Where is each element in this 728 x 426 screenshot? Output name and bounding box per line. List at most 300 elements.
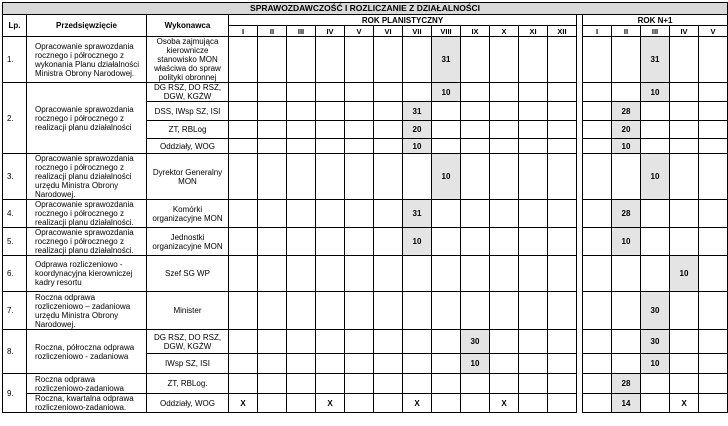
n1-period-cell	[641, 394, 670, 413]
plan-month-cell	[461, 102, 490, 121]
plan-month-cell	[229, 102, 258, 121]
przedsiewziecie-cell: Roczna odprawa rozliczeniowo – zadaniowa urzędu Ministra Obrony Narodowej.	[27, 292, 147, 330]
plan-month-cell	[548, 37, 577, 83]
plan-month-cell	[258, 354, 287, 374]
plan-month-cell	[548, 83, 577, 102]
month-header: II	[258, 26, 287, 37]
plan-month-cell	[345, 330, 374, 354]
n1-period-cell: 10	[612, 139, 641, 154]
n1-period-cell	[583, 121, 612, 139]
rok-planistyczny-header: ROK PLANISTYCZNY	[229, 15, 577, 26]
plan-month-cell: X	[490, 394, 519, 413]
przedsiewziecie-cell: Roczna, półroczna odprawa rozliczeniowo - zadaniowa	[27, 330, 147, 374]
table-row	[3, 292, 728, 330]
plan-month-cell	[258, 121, 287, 139]
plan-month-cell	[258, 102, 287, 121]
plan-month-cell	[548, 200, 577, 228]
plan-month-cell	[461, 256, 490, 292]
przedsiewziecie-cell: Opracowanie sprawozdania rocznego i półrocznego z wykonania Planu działalności Ministra Obrony Narodowej.	[27, 37, 147, 83]
plan-month-cell	[287, 200, 316, 228]
n1-period-cell: 10	[641, 354, 670, 374]
month-header: V	[345, 26, 374, 37]
plan-month-cell	[461, 394, 490, 413]
n1-period-cell	[641, 374, 670, 394]
plan-month-cell	[490, 228, 519, 256]
przedsiewziecie-cell: Opracowanie sprawozdania rocznego i półrocznego z realizacji planu działalności.	[27, 200, 147, 228]
plan-month-cell	[287, 83, 316, 102]
n1-period-cell	[670, 354, 699, 374]
n1-period-cell	[583, 256, 612, 292]
plan-month-cell	[345, 256, 374, 292]
wykonawca-cell: Szef SG WP	[147, 256, 229, 292]
plan-month-cell	[403, 292, 432, 330]
n1-period-cell	[583, 330, 612, 354]
plan-month-cell	[374, 330, 403, 354]
n1-period-cell	[670, 102, 699, 121]
n1-period-header: III	[641, 26, 670, 37]
plan-month-cell	[461, 121, 490, 139]
table-row	[3, 200, 728, 228]
plan-month-cell	[345, 37, 374, 83]
plan-month-cell	[316, 256, 345, 292]
n1-period-cell	[699, 256, 728, 292]
plan-month-cell	[461, 200, 490, 228]
plan-month-cell	[403, 354, 432, 374]
wykonawca-cell: Oddziały, WOG	[147, 394, 229, 413]
plan-month-cell: 31	[403, 102, 432, 121]
plan-month-cell	[374, 37, 403, 83]
schedule-table	[2, 2, 728, 413]
n1-period-cell	[699, 121, 728, 139]
month-header: X	[490, 26, 519, 37]
month-header: VII	[403, 26, 432, 37]
month-header: XII	[548, 26, 577, 37]
n1-period-cell	[641, 200, 670, 228]
plan-month-cell	[229, 200, 258, 228]
plan-month-cell	[548, 374, 577, 394]
lp-cell: 3.	[3, 154, 27, 200]
plan-month-cell	[258, 292, 287, 330]
plan-month-cell: 10	[432, 83, 461, 102]
table-title: SPRAWOZDAWCZOŚĆ I ROZLICZANIE Z DZIAŁALNOŚCI	[3, 3, 728, 15]
plan-month-cell	[519, 102, 548, 121]
n1-period-cell	[612, 83, 641, 102]
plan-month-cell	[374, 354, 403, 374]
plan-month-cell	[258, 139, 287, 154]
lp-cell: 1.	[3, 37, 27, 83]
plan-month-cell	[432, 102, 461, 121]
rok-n1-header: ROK N+1	[583, 15, 728, 26]
plan-month-cell	[374, 394, 403, 413]
n1-period-cell: 30	[641, 292, 670, 330]
n1-period-cell	[699, 394, 728, 413]
n1-period-header: IV	[670, 26, 699, 37]
month-header: VI	[374, 26, 403, 37]
n1-period-header: I	[583, 26, 612, 37]
plan-month-cell	[432, 292, 461, 330]
plan-month-cell	[374, 292, 403, 330]
plan-month-cell	[519, 121, 548, 139]
plan-month-cell	[345, 200, 374, 228]
plan-month-cell	[403, 37, 432, 83]
plan-month-cell	[229, 121, 258, 139]
n1-period-cell	[670, 154, 699, 200]
plan-month-cell	[519, 330, 548, 354]
month-header: I	[229, 26, 258, 37]
table-row	[3, 37, 728, 83]
plan-month-cell	[229, 292, 258, 330]
n1-period-cell	[699, 292, 728, 330]
plan-month-cell	[287, 374, 316, 394]
plan-month-cell	[345, 102, 374, 121]
n1-period-cell	[583, 394, 612, 413]
plan-month-cell	[258, 256, 287, 292]
n1-period-cell: 30	[641, 330, 670, 354]
n1-period-cell	[699, 154, 728, 200]
plan-month-cell: 30	[461, 330, 490, 354]
plan-month-cell	[519, 139, 548, 154]
plan-month-cell	[316, 37, 345, 83]
n1-period-cell	[670, 37, 699, 83]
n1-period-cell	[699, 102, 728, 121]
plan-month-cell	[287, 292, 316, 330]
n1-period-cell: 10	[641, 83, 670, 102]
wykonawca-cell: DG RSZ, DO RSZ, DGW, KGŻW	[147, 330, 229, 354]
plan-month-cell	[345, 374, 374, 394]
plan-month-cell	[490, 292, 519, 330]
plan-month-cell	[229, 83, 258, 102]
plan-month-cell	[374, 121, 403, 139]
plan-month-cell	[316, 121, 345, 139]
plan-month-cell	[490, 121, 519, 139]
przedsiewziecie-cell: Roczna, kwartalna odprawa rozliczeniowo-zadaniowa.	[27, 394, 147, 413]
n1-period-cell	[641, 121, 670, 139]
plan-month-cell	[461, 374, 490, 394]
table-row	[3, 83, 728, 102]
wykonawca-cell: IWsp SZ, ISI	[147, 354, 229, 374]
n1-period-cell	[583, 83, 612, 102]
plan-month-cell	[258, 200, 287, 228]
plan-month-cell	[287, 330, 316, 354]
plan-month-cell	[258, 394, 287, 413]
n1-period-cell	[612, 256, 641, 292]
lp-cell: 5.	[3, 228, 27, 256]
n1-period-cell	[670, 121, 699, 139]
plan-month-cell	[316, 330, 345, 354]
n1-period-cell	[583, 154, 612, 200]
lp-cell: 8.	[3, 330, 27, 374]
month-header: VIII	[432, 26, 461, 37]
n1-period-cell	[699, 83, 728, 102]
plan-month-cell	[229, 228, 258, 256]
plan-month-cell	[461, 37, 490, 83]
plan-month-cell	[345, 228, 374, 256]
plan-month-cell	[432, 139, 461, 154]
plan-month-cell	[229, 154, 258, 200]
n1-period-cell	[670, 292, 699, 330]
plan-month-cell: 10	[461, 354, 490, 374]
plan-month-cell	[548, 102, 577, 121]
plan-month-cell	[258, 228, 287, 256]
n1-period-cell	[699, 354, 728, 374]
przedsiewziecie-cell: Opracowanie sprawozdania rocznego i półrocznego z realizacji planu działalności.	[27, 228, 147, 256]
n1-period-header: II	[612, 26, 641, 37]
plan-month-cell	[316, 83, 345, 102]
plan-month-cell	[374, 139, 403, 154]
n1-period-cell	[583, 374, 612, 394]
plan-month-cell	[490, 374, 519, 394]
przedsiewziecie-cell: Odprawa rozliczeniowo - koordynacyjna kierowniczej kadry resortu	[27, 256, 147, 292]
plan-month-cell	[374, 102, 403, 121]
plan-month-cell	[374, 228, 403, 256]
plan-month-cell	[258, 374, 287, 394]
month-header: III	[287, 26, 316, 37]
n1-period-cell	[699, 139, 728, 154]
plan-month-cell	[229, 256, 258, 292]
plan-month-cell	[519, 256, 548, 292]
n1-period-cell	[612, 354, 641, 374]
month-header: XI	[519, 26, 548, 37]
plan-month-cell	[519, 292, 548, 330]
plan-month-cell	[287, 354, 316, 374]
plan-month-cell	[461, 83, 490, 102]
plan-month-cell	[461, 154, 490, 200]
n1-period-cell	[699, 37, 728, 83]
n1-period-cell	[670, 139, 699, 154]
n1-period-cell: 10	[670, 256, 699, 292]
n1-period-cell	[699, 330, 728, 354]
plan-month-cell	[258, 83, 287, 102]
plan-month-cell	[548, 154, 577, 200]
month-header: IV	[316, 26, 345, 37]
plan-month-cell	[548, 330, 577, 354]
plan-month-cell	[519, 200, 548, 228]
n1-period-cell	[670, 374, 699, 394]
plan-month-cell	[519, 354, 548, 374]
n1-period-cell	[641, 256, 670, 292]
n1-period-cell	[670, 330, 699, 354]
wykonawca-cell: ZT, RBLog	[147, 121, 229, 139]
n1-period-cell: 28	[612, 374, 641, 394]
plan-month-cell	[548, 354, 577, 374]
plan-month-cell	[403, 83, 432, 102]
plan-month-cell	[316, 154, 345, 200]
plan-month-cell	[316, 139, 345, 154]
table-row	[3, 394, 728, 413]
lp-cell: 9.	[3, 374, 27, 413]
plan-month-cell	[490, 200, 519, 228]
n1-period-cell	[612, 154, 641, 200]
plan-month-cell	[287, 102, 316, 121]
plan-month-cell	[519, 394, 548, 413]
plan-month-cell	[519, 37, 548, 83]
plan-month-cell	[432, 121, 461, 139]
plan-month-cell	[316, 354, 345, 374]
plan-month-cell	[287, 154, 316, 200]
table-row	[3, 228, 728, 256]
plan-month-cell	[490, 102, 519, 121]
plan-month-cell	[345, 121, 374, 139]
n1-period-cell: 14	[612, 394, 641, 413]
plan-month-cell	[316, 374, 345, 394]
plan-month-cell	[490, 330, 519, 354]
plan-month-cell	[432, 394, 461, 413]
n1-period-cell	[583, 200, 612, 228]
plan-month-cell	[287, 394, 316, 413]
month-header: IX	[461, 26, 490, 37]
plan-month-cell: 10	[403, 228, 432, 256]
n1-period-cell	[670, 200, 699, 228]
plan-month-cell	[403, 374, 432, 394]
plan-month-cell	[258, 330, 287, 354]
plan-month-cell	[548, 228, 577, 256]
plan-month-cell: X	[316, 394, 345, 413]
plan-month-cell	[432, 228, 461, 256]
n1-period-cell	[583, 37, 612, 83]
plan-month-cell	[519, 83, 548, 102]
n1-period-cell	[583, 102, 612, 121]
przedsiewziecie-header: Przedsięwzięcie	[27, 15, 147, 37]
plan-month-cell	[461, 139, 490, 154]
plan-month-cell: X	[403, 394, 432, 413]
plan-month-cell: 10	[403, 139, 432, 154]
plan-month-cell	[374, 154, 403, 200]
n1-period-cell: 31	[641, 37, 670, 83]
plan-month-cell	[345, 394, 374, 413]
wykonawca-cell: Dyrektor Generalny MON	[147, 154, 229, 200]
plan-month-cell	[258, 154, 287, 200]
plan-month-cell	[229, 139, 258, 154]
plan-month-cell	[316, 102, 345, 121]
plan-month-cell	[432, 354, 461, 374]
n1-period-cell	[612, 330, 641, 354]
n1-period-cell: 10	[641, 154, 670, 200]
plan-month-cell	[432, 330, 461, 354]
n1-period-cell: 28	[612, 200, 641, 228]
wykonawca-cell: DG RSZ, DO RSZ, DGW, KGŻW	[147, 83, 229, 102]
lp-cell: 2.	[3, 83, 27, 154]
plan-month-cell	[490, 154, 519, 200]
n1-period-cell: 20	[612, 121, 641, 139]
lp-cell: 4.	[3, 200, 27, 228]
plan-month-cell	[374, 200, 403, 228]
plan-month-cell	[345, 292, 374, 330]
plan-month-cell	[519, 374, 548, 394]
plan-month-cell	[287, 139, 316, 154]
plan-month-cell	[490, 139, 519, 154]
plan-month-cell	[287, 228, 316, 256]
plan-month-cell	[345, 354, 374, 374]
plan-month-cell: 31	[403, 200, 432, 228]
n1-period-cell	[641, 228, 670, 256]
wykonawca-cell: Jednostki organizacyjne MON	[147, 228, 229, 256]
wykonawca-cell: ZT, RBLog.	[147, 374, 229, 394]
n1-period-header: V	[699, 26, 728, 37]
plan-month-cell: X	[229, 394, 258, 413]
plan-month-cell	[432, 374, 461, 394]
plan-month-cell	[432, 256, 461, 292]
plan-month-cell	[490, 37, 519, 83]
n1-period-cell	[670, 228, 699, 256]
table-row	[3, 374, 728, 394]
plan-month-cell	[316, 200, 345, 228]
lp-cell: 7.	[3, 292, 27, 330]
plan-month-cell	[403, 330, 432, 354]
przedsiewziecie-cell: Roczna odprawa rozliczeniowo-zadaniowa	[27, 374, 147, 394]
plan-month-cell	[490, 354, 519, 374]
plan-month-cell	[229, 330, 258, 354]
plan-month-cell	[490, 83, 519, 102]
n1-period-cell	[583, 292, 612, 330]
przedsiewziecie-cell: Opracowanie sprawozdania rocznego i półrocznego z realizacji planu działalności urzędu Ministra Obrony Narodowej.	[27, 154, 147, 200]
n1-period-cell	[612, 37, 641, 83]
n1-period-cell	[612, 292, 641, 330]
wykonawca-cell: Oddziały, WOG	[147, 139, 229, 154]
n1-period-cell: X	[670, 394, 699, 413]
plan-month-cell	[316, 292, 345, 330]
wykonawca-cell: Osoba zajmująca kierownicze stanowisko MON właściwa do spraw polityki obronnej	[147, 37, 229, 83]
n1-period-cell	[699, 374, 728, 394]
plan-month-cell	[403, 154, 432, 200]
plan-month-cell	[548, 139, 577, 154]
plan-month-cell	[519, 228, 548, 256]
wykonawca-cell: Komórki organizacyjne MON	[147, 200, 229, 228]
n1-period-cell	[699, 200, 728, 228]
n1-period-cell: 10	[612, 228, 641, 256]
n1-period-cell	[699, 228, 728, 256]
table-row	[3, 330, 728, 354]
plan-month-cell: 20	[403, 121, 432, 139]
plan-month-cell	[519, 154, 548, 200]
plan-month-cell	[229, 374, 258, 394]
plan-month-cell	[548, 256, 577, 292]
wykonawca-cell: DSS, IWsp SZ, ISI	[147, 102, 229, 121]
plan-month-cell: 31	[432, 37, 461, 83]
plan-month-cell	[374, 83, 403, 102]
wykonawca-header: Wykonawca	[147, 15, 229, 37]
plan-month-cell	[432, 200, 461, 228]
table-row	[3, 154, 728, 200]
lp-cell: 6.	[3, 256, 27, 292]
n1-period-cell	[641, 139, 670, 154]
n1-period-cell: 28	[612, 102, 641, 121]
lp-header: Lp.	[3, 15, 27, 37]
n1-period-cell	[583, 354, 612, 374]
plan-month-cell	[461, 292, 490, 330]
n1-period-cell	[583, 228, 612, 256]
plan-month-cell	[374, 374, 403, 394]
wykonawca-cell: Minister	[147, 292, 229, 330]
plan-month-cell	[229, 37, 258, 83]
plan-month-cell	[287, 256, 316, 292]
table-row	[3, 256, 728, 292]
plan-month-cell: 10	[432, 154, 461, 200]
plan-month-cell	[461, 228, 490, 256]
plan-month-cell	[229, 354, 258, 374]
plan-month-cell	[403, 256, 432, 292]
plan-month-cell	[345, 139, 374, 154]
plan-month-cell	[490, 256, 519, 292]
n1-period-cell	[583, 139, 612, 154]
n1-period-cell	[670, 83, 699, 102]
plan-month-cell	[345, 83, 374, 102]
plan-month-cell	[548, 121, 577, 139]
n1-period-cell	[641, 102, 670, 121]
plan-month-cell	[287, 121, 316, 139]
plan-month-cell	[374, 256, 403, 292]
plan-month-cell	[316, 228, 345, 256]
plan-month-cell	[287, 37, 316, 83]
